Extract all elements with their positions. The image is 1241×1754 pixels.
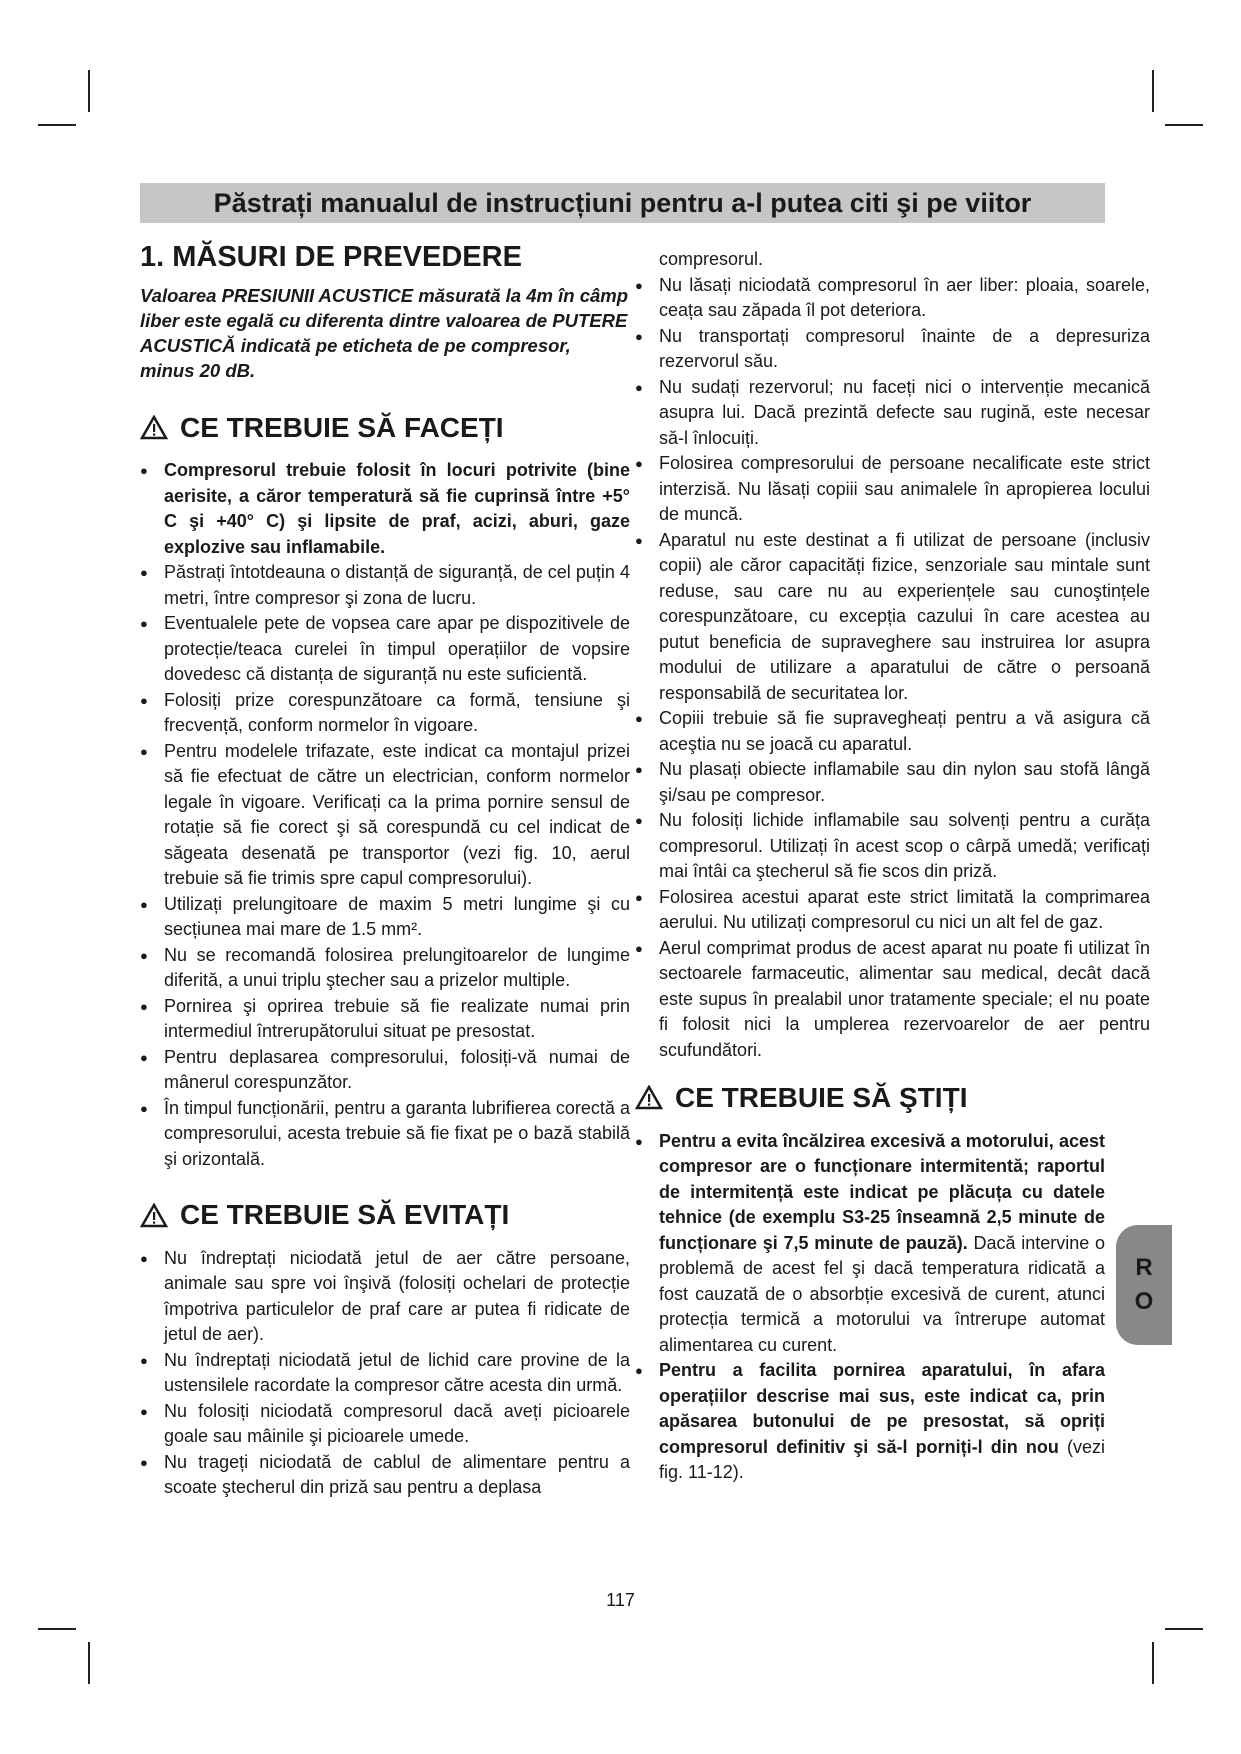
header-banner: Păstrați manualul de instrucțiuni pentru a-l putea citi şi pe viitor [140, 183, 1105, 223]
list-item: ● Nu se recomandă folosirea prelungitoarelor de lungime diferită, a unui triplu ştecher sau a prizelor multiple. [140, 943, 630, 994]
crop-mark [1165, 1628, 1203, 1630]
list-item: ● Nu lăsați niciodată compresorul în aer liber: ploaia, soarele, ceața sau zăpada îl pot deteriora. [635, 273, 1150, 324]
know-item-bold: Pentru a evita încălzirea excesivă a motorului, acest compresor are o funcționare intermitentă; raportul de intermitență este indicat pe plăcuța cu datele tehnice (de exemplu S3-25 înseamnă 2,5 minute de funcționare şi 7,5 minute de pauză). [659, 1130, 1105, 1253]
do-title: CE TREBUIE SĂ FACEȚI [180, 411, 504, 443]
know-heading [635, 1081, 1150, 1115]
list-item: ● În timpul funcționării, pentru a garanta lubrifierea corectă a compresorului, acesta trebuie să fie fixat pe o bază stabilă şi orizontală. [140, 1096, 630, 1173]
list-item: ● Folosirea compresorului de persoane necalificate este strict interzisă. Nu lăsați copiii sau animalele în apropierea locului de muncă. [635, 451, 1150, 528]
acoustic-note: Valoarea PRESIUNII ACUSTICE măsurată la 4m în câmp liber este egală cu diferenta dintre valoarea de PUTERE ACUSTICĂ indicată pe eticheta de pe compresor, minus 20 dB. [140, 284, 629, 381]
list-item: ● Eventualele pete de vopsea care apar pe dispozitivele de protecție/teaca curelei în timpul operațiilor de vopsire dovedesc că distanța de siguranță nu este suficientă. [140, 611, 630, 688]
list-item: ● Nu folosiți niciodată compresorul dacă aveți picioarele goale sau mâinile şi picioarele umede. [140, 1399, 630, 1450]
list-item: ● Pentru deplasarea compresorului, folosiți-vă numai de mânerul corespunzător. [140, 1045, 630, 1096]
list-item: ● Folosiți prize corespunzătoare ca formă, tensiune şi frecvență, conform normelor în vigoare. [140, 688, 630, 739]
crop-mark [88, 70, 90, 112]
list-item: ● Nu folosiți lichide inflamabile sau solvenți pentru a curăța compresorul. Utilizați în acest scop o cârpă umedă; verificați mai întâi ca ştecherul să fie scos din priză. [635, 808, 1150, 885]
list-item: ● Folosirea acestui aparat este strict limitată la comprimarea aerului. Nu utilizați compresorul cu nici un alt fel de gaz. [635, 885, 1150, 936]
list-item: ● Nu sudați rezervorul; nu faceți nici o intervenție mecanică asupra lui. Dacă prezintă defecte sau rugină, este necesar să-l înlocuiți. [635, 375, 1150, 452]
list-item [635, 1129, 1105, 1359]
list-item: ● Nu plasați obiecte inflamabile sau din nylon sau stofă lângă şi/sau pe compresor. [635, 757, 1150, 808]
list-item: ● Pornirea şi oprirea trebuie să fie realizate numai prin intermediul întrerupătorului situat pe presostat. [140, 994, 630, 1045]
avoid-list [140, 1246, 630, 1501]
list-item: ● Pentru modelele trifazate, este indicat ca montajul prizei să fie efectuat de către un electrician, conform normelor legale în vigoare. Verificați ca la prima pornire sensul de rotație să fie corect şi să corespundă cu cel indicat de săgeata desenată pe transportor (vezi fig. 10, aerul trebuie să fie trimis spre capul compresorului). [140, 739, 630, 892]
left-column [140, 240, 630, 1501]
list-item: ● Compresorul trebuie folosit în locuri potrivite (bine aerisite, a căror temperatură să fie cuprinsă între +5° C şi +40° C) şi lipsite de praf, acizi, aburi, gaze explozive sau inflamabile. [140, 458, 630, 560]
list-item: ● Aparatul nu este destinat a fi utilizat de persoane (inclusiv copii) ale căror capacități fizice, senzoriale sau mintale sunt reduse, sau care nu au experiențele sau cunoştințele corespunzătoare, cu excepția cazului în care acestea au putut beneficia de supraveghere sau instruirea lor asupra modului de utilizare a aparatului de către o persoană responsabilă de securitatea lor. [635, 528, 1150, 707]
warning-icon [140, 415, 168, 440]
language-tab [1116, 1225, 1172, 1345]
know-item-text: (vezi fig. 11-12). [659, 1436, 1105, 1483]
list-item [635, 1358, 1105, 1486]
know-item-text: Dacă intervine o problemă de acest fel şi dacă temperatura ridicată a fost cauzată de o absorbție excesivă de curent, atunci protecția termică a motorului va întrerupe automat alimentarea cu curent. [659, 1232, 1105, 1355]
crop-mark [1152, 70, 1154, 112]
avoid-list-continued [635, 273, 1150, 1064]
list-item: ● Copiii trebuie să fie supravegheați pentru a vă asigura că aceştia nu se joacă cu aparatul. [635, 706, 1150, 757]
list-item: ● Utilizați prelungitoare de maxim 5 metri lungime şi cu secțiunea mai mare de 1.5 mm². [140, 892, 630, 943]
crop-mark [1165, 124, 1203, 126]
crop-mark [88, 1642, 90, 1684]
know-list [635, 1129, 1105, 1486]
list-item: ● Nu transportați compresorul înainte de a depresuriza rezervorul său. [635, 324, 1150, 375]
section-title: 1. MĂSURI DE PREVEDERE [140, 241, 522, 273]
avoid-heading [140, 1198, 630, 1232]
warning-icon [635, 1085, 663, 1110]
tab-letter: R [1135, 1254, 1153, 1281]
tab-letter: O [1134, 1288, 1154, 1315]
list-item: ● Aerul comprimat produs de acest aparat nu poate fi utilizat în sectoarele farmaceutic, alimentar sau medical, decât dacă este supus în prealabil unor tratamente speciale; el nu poate fi folosit nici la umplerea rezervoarelor de aer pentru scufundători. [635, 936, 1150, 1064]
do-heading [140, 411, 630, 445]
crop-mark [38, 1628, 76, 1630]
list-item: ● Nu îndreptați niciodată jetul de lichid care provine de la ustensilele racordate la compresor către acesta din urmă. [140, 1348, 630, 1399]
right-column [635, 247, 1153, 1486]
know-title: CE TREBUIE SĂ ŞTIȚI [675, 1082, 968, 1113]
crop-mark [38, 124, 76, 126]
continued-text: compresorul. [659, 249, 764, 269]
warning-icon [140, 1203, 168, 1228]
list-item: ● Păstrați întotdeauna o distanță de siguranță, de cel puțin 4 metri, între compresor şi zona de lucru. [140, 560, 630, 611]
list-item: ● Nu trageți niciodată de cablul de alimentare pentru a scoate ştecherul din priză sau pentru a deplasa [140, 1450, 630, 1501]
know-item-bold: Pentru a facilita pornirea aparatului, în afara operațiilor descrise mai sus, este indicat ca, prin apăsarea butonului de pe presostat, să opriți compresorul definitiv şi să-l porniți-l din nou [659, 1360, 1105, 1457]
crop-mark [1152, 1642, 1154, 1684]
do-list [140, 458, 630, 1172]
list-item: ● Nu îndreptați niciodată jetul de aer către persoane, animale sau spre voi înşivă (folosiți ochelari de protecție împotriva particulelor de praf care ar putea fi ridicate de jetul de aer). [140, 1246, 630, 1348]
page-number: 117 [606, 1590, 635, 1610]
avoid-title: CE TREBUIE SĂ EVITAȚI [180, 1199, 510, 1231]
